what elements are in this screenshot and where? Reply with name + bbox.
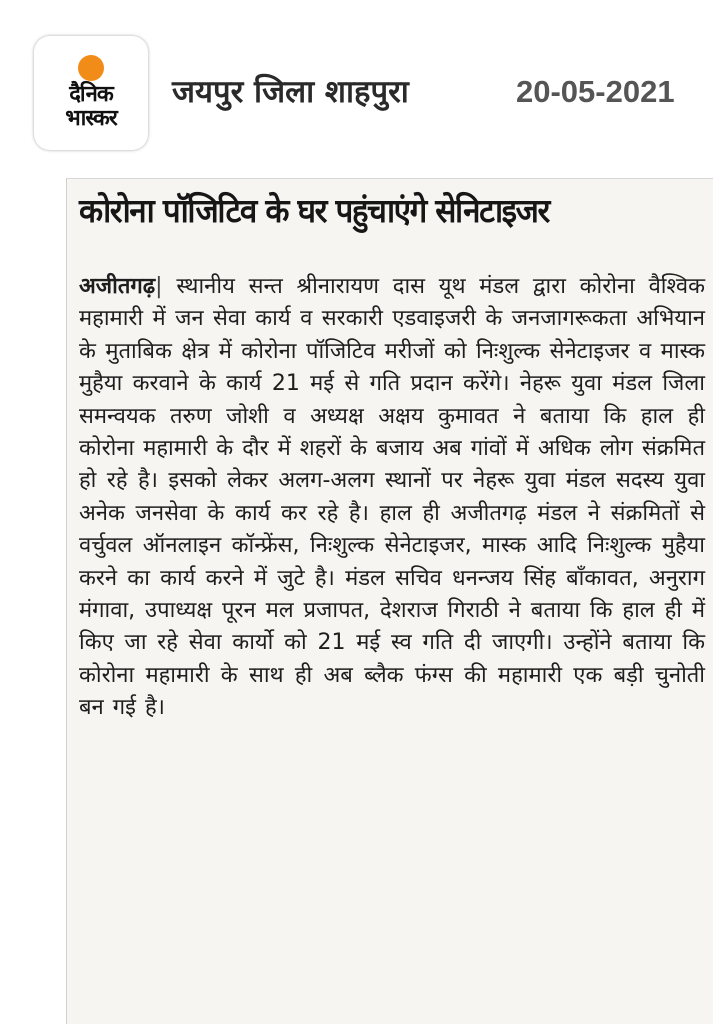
sun-icon xyxy=(78,55,104,81)
edition-place: जयपुर जिला शाहपुरा xyxy=(172,74,409,110)
article-dateline: अजीतगढ़ xyxy=(79,274,156,299)
dainik-bhaskar-logo xyxy=(34,36,148,150)
article-body xyxy=(79,271,705,725)
logo-text-line-1: दैनिक xyxy=(69,82,113,107)
article-body-text: स्थानीय सन्त श्रीनारायण दास यूथ मंडल द्वारा कोरोना वैश्विक महामारी में जन सेवा कार्य व सरकारी एडवाइजरी के जनजागरूकता अभियान के मुताबिक क्षेत्र में कोरोना पॉजिटिव मरीजों को निःशुल्क सेनेटाइजर व मास्क मुहैया करवाने के कार्य 21 मई से गति प्रदान करेंगे। नेहरू युवा मंडल जिला समन्वयक तरुण जोशी व अध्यक्ष अक्षय कुमावत ने बताया कि हाल ही कोरोना महामारी के दौर में शहरों के बजाय अब गांवों में अधिक लोग संक्रमित हो रहे है। इसको लेकर अलग-अलग स्थानों पर नेहरू युवा मंडल सदस्य युवा अनेक जनसेवा के कार्य कर रहे है। हाल ही अजीतगढ़ मंडल ने संक्रमितों से वर्चुवल ऑनलाइन कॉन्फ्रेंस, निःशुल्क सेनेटाइजर, मास्क आदि निःशुल्क मुहैया करने का कार्य करने में जुटे है। मंडल सचिव धनन्जय सिंह बाँकावत, अनुराग मंगावा, उपाध्यक्ष पूरन मल प्रजापत, देशराज गिराठी ने बताया कि हाल ही में किए जा रहे सेवा कार्यो को 21 मई स्व गति दी जाएगी। उन्होंने बताया कि कोरोना महामारी के साथ ही अब ब्लैक फंग्स की महामारी एक बड़ी चुनोती बन गई है। xyxy=(79,274,705,721)
edition-date: 20-05-2021 xyxy=(516,74,675,109)
logo-text-line-2: भास्कर xyxy=(65,106,117,131)
article-headline: कोरोना पॉजिटिव के घर पहुंचाएंगे सेनिटाइजर xyxy=(79,191,549,230)
news-clipping xyxy=(66,178,713,1024)
dateline-separator: | xyxy=(155,274,163,299)
